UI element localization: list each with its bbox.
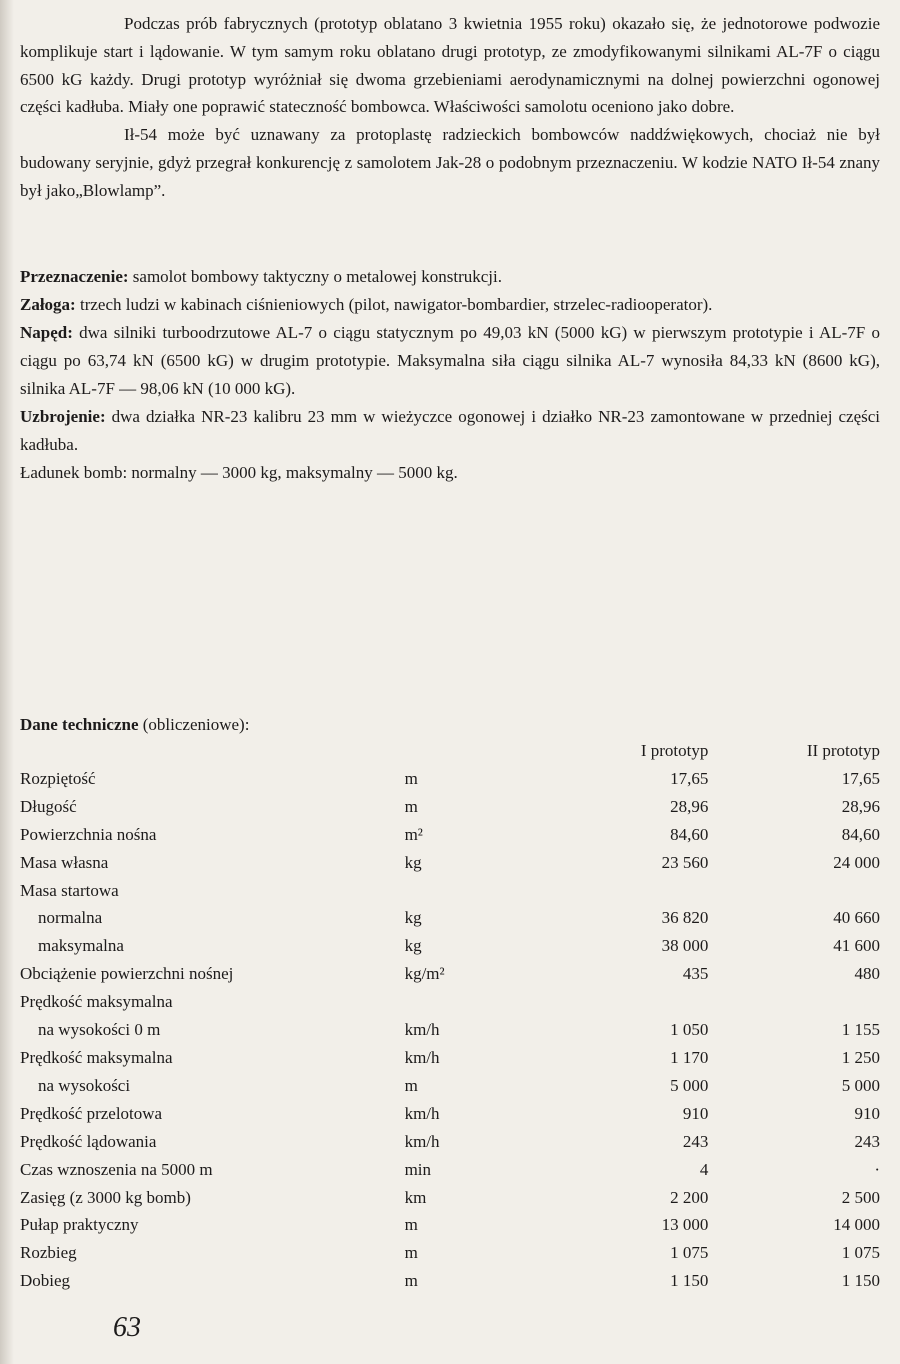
prototype-1-cell: 36 820 — [661, 908, 709, 928]
prototype-1-cell: 17,65 — [670, 768, 709, 788]
table-row — [20, 1044, 880, 1072]
table-row — [20, 932, 880, 960]
prototype-2-cell: 28,96 — [841, 796, 880, 816]
table-row — [20, 1239, 880, 1267]
prototype-1-cell: 13 000 — [661, 1215, 709, 1235]
prototype-2-cell: 1 075 — [841, 1243, 880, 1263]
prototype-2-cell — [708, 988, 880, 1016]
prototype-1-cell: 1 170 — [670, 1047, 709, 1067]
param-cell: Powierzchnia nośna — [20, 824, 157, 844]
body-text — [20, 10, 880, 205]
tech-data-heading: Dane techniczne (obliczeniowe): — [20, 715, 250, 734]
unit-cell: kg/m² — [404, 964, 445, 984]
table-row — [20, 904, 880, 932]
spec-bomb-load: Ładunek bomb: normalny — 3000 kg, maksymalny — 5000 kg. — [20, 463, 458, 482]
prototype-1-cell: 910 — [682, 1103, 709, 1123]
col-prototype-1: I prototyp — [640, 741, 709, 760]
table-row — [20, 793, 880, 821]
prototype-1-cell: 4 — [699, 1159, 709, 1179]
prototype-2-cell — [708, 877, 880, 905]
table-row — [20, 877, 880, 905]
prototype-1-cell: 2 200 — [670, 1187, 709, 1207]
prototype-2-cell: 1 150 — [841, 1271, 880, 1291]
prototype-2-cell: 41 600 — [833, 936, 880, 956]
spec-propulsion: Napęd: dwa silniki turboodrzutowe AL-7 o ciągu statycznym po 49,03 kN (5000 kG) w pierwszym prototypie i AL-7F o ciągu po 63,74 kN (6500 kG) w drugim prototypie. Maksymalna siła ciągu silnika AL-7 wynosiła 84,33 kN (8600 kG), silnika AL-7F — 98,06 kN (10 000 kG). — [20, 323, 880, 398]
prototype-1-cell: 435 — [682, 964, 709, 984]
prototype-1-cell: 243 — [682, 1131, 709, 1151]
tech-table-body — [20, 765, 880, 1295]
prototype-2-cell: · — [874, 1159, 880, 1179]
param-cell: Dobieg — [20, 1271, 71, 1291]
spec-purpose: Przeznaczenie: samolot bombowy taktyczny o metalowej konstrukcji. — [20, 267, 503, 286]
param-cell: Prędkość przelotowa — [20, 1103, 163, 1123]
param-cell: Długość — [20, 796, 77, 816]
binding-shadow — [0, 0, 14, 1364]
prototype-2-cell: 243 — [854, 1131, 880, 1151]
unit-cell — [405, 877, 552, 905]
param-cell: Prędkość lądowania — [20, 1131, 157, 1151]
prototype-1-cell — [551, 988, 708, 1016]
unit-cell: km/h — [404, 1131, 440, 1151]
spec-armament: Uzbrojenie: dwa działka NR-23 kalibru 23 mm w wieżyczce ogonowej i działko NR-23 zamontowane w przedniej części kadłuba. — [20, 407, 880, 454]
table-row — [20, 988, 880, 1016]
col-prototype-2: II prototyp — [806, 741, 880, 760]
spec-section — [20, 263, 880, 487]
prototype-2-cell: 1 250 — [841, 1047, 880, 1067]
param-cell: Rozpiętość — [20, 768, 96, 788]
prototype-1-cell: 1 150 — [670, 1271, 709, 1291]
param-cell: Prędkość maksymalna — [20, 992, 173, 1012]
param-cell: Czas wznoszenia na 5000 m — [20, 1159, 213, 1179]
tech-data-table — [20, 737, 880, 1295]
param-cell: Prędkość maksymalna — [20, 1047, 173, 1067]
tech-table-header — [20, 737, 880, 765]
table-row — [20, 1128, 880, 1156]
prototype-1-cell: 84,60 — [670, 824, 709, 844]
prototype-1-cell: 1 075 — [670, 1243, 709, 1263]
table-row — [20, 1184, 880, 1212]
table-row — [20, 1016, 880, 1044]
param-cell: Rozbieg — [20, 1243, 77, 1263]
table-row — [20, 1211, 880, 1239]
unit-cell: km — [404, 1187, 427, 1207]
param-cell: na wysokości — [38, 1075, 131, 1095]
unit-cell — [405, 988, 552, 1016]
unit-cell: m — [404, 1271, 418, 1291]
prototype-1-cell: 5 000 — [670, 1075, 709, 1095]
param-cell: Masa startowa — [20, 880, 119, 900]
unit-cell: km/h — [404, 1103, 440, 1123]
prototype-1-cell: 38 000 — [661, 936, 709, 956]
prototype-1-cell: 28,96 — [670, 796, 709, 816]
param-cell: Masa własna — [20, 852, 109, 872]
table-row — [20, 1100, 880, 1128]
prototype-2-cell: 910 — [854, 1103, 880, 1123]
unit-cell: m² — [404, 824, 423, 844]
paragraph-prototype-tests: Podczas prób fabrycznych (prototyp oblatano 3 kwietnia 1955 roku) okazało się, że jednotorowe podwozie komplikuje start i lądowanie. W tym samym roku oblatano drugi prototyp, ze zmodyfikowanymi silnikami AL-7F o ciągu 6500 kG każdy. Drugi prototyp wyróżniał się dwoma grzebieniami aerodynamicznymi na dolnej powierzchni ogonowej części kadłuba. Miały one poprawić stateczność bombowca. Właściwości samolotu oceniono jako dobre. — [20, 14, 880, 117]
table-row — [20, 960, 880, 988]
param-cell: Zasięg (z 3000 kg bomb) — [20, 1187, 191, 1207]
param-cell: Pułap praktyczny — [20, 1215, 139, 1235]
prototype-2-cell: 1 155 — [841, 1020, 880, 1040]
prototype-2-cell: 2 500 — [841, 1187, 880, 1207]
prototype-2-cell: 84,60 — [841, 824, 880, 844]
paragraph-supersonic-ancestor: Ił-54 może być uznawany za protoplastę radzieckich bombowców naddźwiękowych, chociaż nie był budowany seryjnie, gdyż przegrał konkurencję z samolotem Jak-28 o podobnym przeznaczeniu. W kodzie NATO Ił-54 znany był jako„Blowlamp”. — [20, 125, 880, 200]
unit-cell: m — [404, 796, 418, 816]
unit-cell: kg — [404, 908, 422, 928]
prototype-2-cell: 17,65 — [841, 768, 880, 788]
table-row — [20, 1267, 880, 1295]
param-cell: na wysokości 0 m — [38, 1020, 161, 1040]
unit-cell: kg — [404, 936, 422, 956]
table-row — [20, 821, 880, 849]
unit-cell: m — [404, 1215, 418, 1235]
spec-crew: Załoga: trzech ludzi w kabinach ciśnieniowych (pilot, nawigator-bombardier, strzelec-radiooperator). — [20, 295, 713, 314]
prototype-1-cell: 1 050 — [670, 1020, 709, 1040]
prototype-1-cell: 23 560 — [661, 852, 709, 872]
prototype-2-cell: 480 — [854, 964, 880, 984]
unit-cell: km/h — [404, 1020, 440, 1040]
prototype-2-cell: 14 000 — [833, 1215, 880, 1235]
unit-cell: m — [404, 1075, 418, 1095]
table-row — [20, 849, 880, 877]
page-number: 63 — [113, 1312, 141, 1343]
table-row — [20, 1072, 880, 1100]
param-cell: normalna — [38, 908, 103, 928]
unit-cell: kg — [404, 852, 422, 872]
param-cell: Obciążenie powierzchni nośnej — [20, 964, 234, 984]
prototype-1-cell — [551, 877, 708, 905]
unit-cell: m — [404, 1243, 418, 1263]
prototype-2-cell: 24 000 — [833, 852, 880, 872]
unit-cell: min — [404, 1159, 432, 1179]
unit-cell: km/h — [404, 1047, 440, 1067]
prototype-2-cell: 40 660 — [833, 908, 880, 928]
unit-cell: m — [404, 768, 418, 788]
table-row — [20, 1156, 880, 1184]
param-cell: maksymalna — [38, 936, 124, 956]
table-row — [20, 765, 880, 793]
prototype-2-cell: 5 000 — [841, 1075, 880, 1095]
